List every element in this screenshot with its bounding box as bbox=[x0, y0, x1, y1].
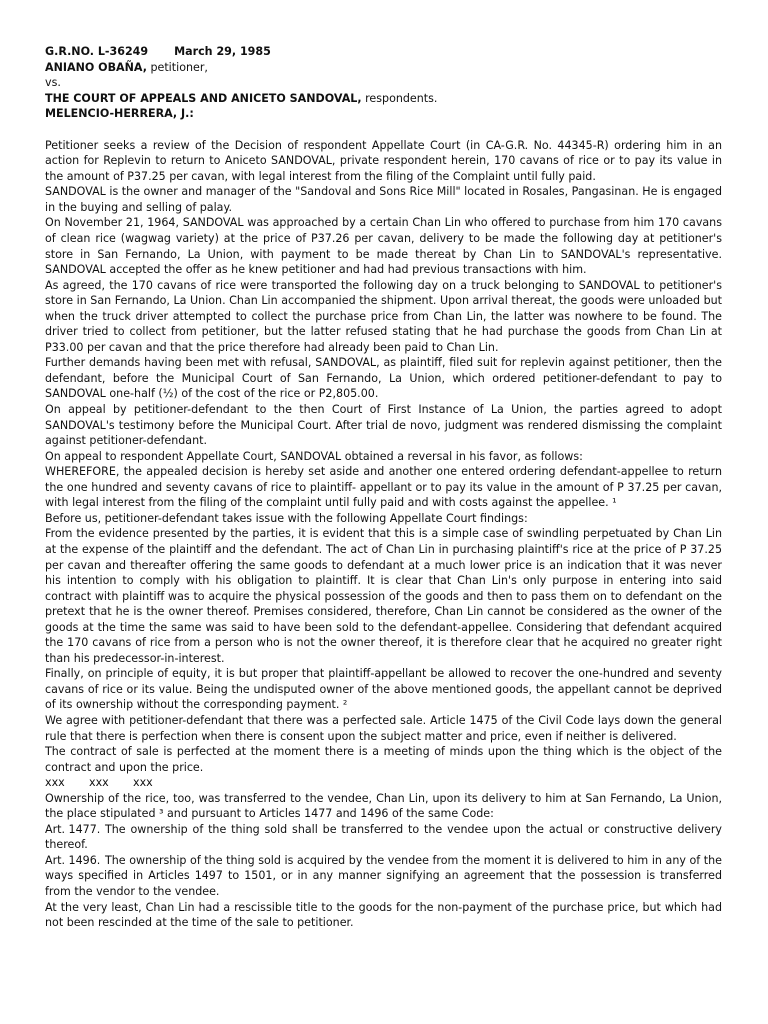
quoted-dispositive: WHEREFORE, the appealed decision is hereby set aside and another one entered ordering defendant-appellee to return the one hundred and seventy cavans of rice to plaintiff- appellant or to pay its value in the amount of P 37.25 per cavan, with legal interest from the filing of the complaint until fully paid and with costs against the appellee. ¹ bbox=[45, 465, 722, 510]
respondents-role: respondents. bbox=[361, 91, 438, 105]
respondents-line bbox=[45, 91, 722, 107]
article-1496 bbox=[45, 853, 722, 900]
paragraph: Petitioner seeks a review of the Decision of respondent Appellate Court (in CA-G.R. No. 44345-R) ordering him in an action for Replevin to return to Aniceto SANDOVAL, private respondent herein, 170 cavans of rice or to pay its value in the amount of P37.25 per cavan, with legal interest from the filing of the Complaint until fully paid. bbox=[45, 138, 722, 183]
article-text: The ownership of the thing sold is acquired by the vendee from the moment it is delivered to him in any of the ways specified in Articles 1497 to 1501, or in any manner signifying an agreement that the possession is transferred from the vendor to the vendee. bbox=[45, 853, 722, 898]
petitioner-line bbox=[45, 60, 722, 76]
petitioner-name: ANIANO OBAÑA, bbox=[45, 60, 147, 74]
paragraph: On appeal to respondent Appellate Court, SANDOVAL obtained a reversal in his favor, as follows: bbox=[45, 449, 583, 463]
decision-date: March 29, 1985 bbox=[174, 45, 271, 58]
quoted-findings: From the evidence presented by the parties, it is evident that this is a simple case of swindling perpetuated by Chan Lin at the expense of the plaintiff and the defendant. The act of Chan Lin in purchasing plaintiff's rice at the price of P 37.25 per cavan and thereafter offering the same goods to defendant at a much lower price is an indication that it was never his intention to comply with his obligation to plaintiff. It is clear that Chan Lin's only purpose in entering into said contract with plaintiff was to acquire the physical possession of the goods and then to pass them on to defendant on the pretext that he is the owner thereof. Premises considered, therefore, Chan Lin cannot be considered as the owner of the goods at the time the same was said to have been sold to the defendant-appellee. Considering that defendant acquired the 170 cavans of rice from a person who is not the owner thereof, it is therefore clear that he acquired no greater right than his predecessor-in-interest. bbox=[45, 527, 722, 665]
paragraph: Before us, petitioner-defendant takes issue with the following Appellate Court findings: bbox=[45, 511, 528, 525]
document-page bbox=[45, 44, 722, 931]
quoted-findings: Finally, on principle of equity, it is but proper that plaintiff-appellant be allowed to recover the one-hundred and seventy cavans of rice or its value. Being the undisputed owner of the above mentioned goods, the appellant cannot be deprived of its ownership without the corresponding payment. ² bbox=[45, 667, 722, 712]
petitioner-role: petitioner, bbox=[146, 60, 208, 74]
paragraph: Ownership of the rice, too, was transferred to the vendee, Chan Lin, upon its delivery to him at San Fernando, La Union, the place stipulated ³ and pursuant to Articles 1477 and 1496 of the same Code: bbox=[45, 791, 722, 821]
article-1477 bbox=[45, 822, 722, 853]
versus-line: vs. bbox=[45, 76, 61, 90]
respondents-name: THE COURT OF APPEALS AND ANICETO SANDOVAL, bbox=[45, 91, 362, 105]
paragraph: Further demands having been met with refusal, SANDOVAL, as plaintiff, filed suit for replevin against petitioner, then the defendant, before the Municipal Court of San Fernando, La Union, which ordered petitioner-defendant to pay to SANDOVAL one-half (½) of the cost of the rice or P2,805.00. bbox=[45, 356, 722, 401]
article-label: Art. 1496. bbox=[45, 853, 101, 867]
paragraph: At the very least, Chan Lin had a rescissible title to the goods for the non-payment of the purchase price, but which had not been rescinded at the time of the sale to petitioner. bbox=[45, 900, 722, 930]
paragraph: As agreed, the 170 cavans of rice were transported the following day on a truck belonging to SANDOVAL to petitioner's store in San Fernando, La Union. Chan Lin accompanied the shipment. Upon arrival thereat, the goods were unloaded but when the truck driver attempted to collect the purchase price from Chan Lin, the latter was nowhere to be found. The driver tried to collect from petitioner, but the latter refused stating that he had purchase the goods from Chan Lin at P33.00 per cavan and that the price therefore had already been paid to Chan Lin. bbox=[45, 278, 722, 354]
paragraph: SANDOVAL is the owner and manager of the "Sandoval and Sons Rice Mill" located in Rosales, Pangasinan. He is engaged in the buying and selling of palay. bbox=[45, 185, 722, 214]
paragraph: On November 21, 1964, SANDOVAL was approached by a certain Chan Lin who offered to purchase from him 170 cavans of clean rice (wagwag variety) at the price of P37.26 per cavan, delivery to be made the following day at petitioner's store in San Fernando, La Union, with payment to be made thereat by Chan Lin to SANDOVAL's representative. SANDOVAL accepted the offer as he knew petitioner and had had previous transactions with him. bbox=[45, 216, 722, 277]
paragraph: On appeal by petitioner-defendant to the then Court of First Instance of La Union, the parties agreed to adopt SANDOVAL's testimony before the Municipal Court. After trial de novo, judgment was rendered dismissing the complaint against petitioner-defendant. bbox=[45, 403, 722, 448]
paragraph: We agree with petitioner-defendant that there was a perfected sale. Article 1475 of the Civil Code lays down the general rule that there is perfection when there is consent upon the subject matter and price, even if neither is delivered. bbox=[45, 713, 722, 743]
case-caption bbox=[45, 44, 722, 60]
ponente: MELENCIO-HERRERA, J.: bbox=[45, 107, 194, 121]
article-text: The ownership of the thing sold shall be transferred to the vendee upon the actual or constructive delivery thereof. bbox=[45, 822, 722, 852]
quoted-provision: The contract of sale is perfected at the moment there is a meeting of minds upon the thing which is the object of the contract and upon the price. bbox=[45, 745, 722, 774]
article-label: Art. 1477. bbox=[45, 822, 101, 836]
case-number: G.R.NO. L-36249 bbox=[45, 45, 149, 58]
omission-marker: xxx xxx xxx bbox=[45, 776, 153, 790]
